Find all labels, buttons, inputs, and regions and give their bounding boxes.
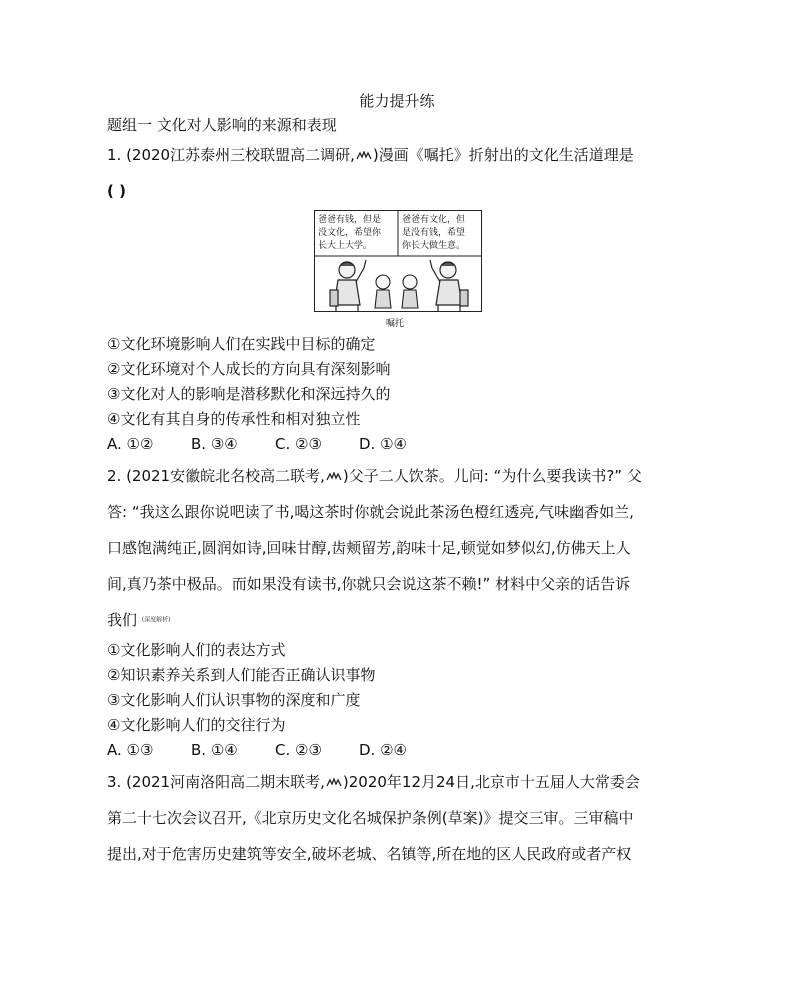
q1-item-2: ②文化环境对个人成长的方向具有深刻影响 (107, 360, 391, 378)
q2-analysis-tag: (深度解析) (141, 616, 171, 624)
q1-option-d[interactable]: D. ①④ (359, 435, 407, 453)
q2-line-5-text: 我们 (107, 611, 138, 629)
q1-options (107, 434, 407, 454)
star-difficulty-icon (356, 151, 372, 161)
star-difficulty-icon (326, 778, 342, 788)
q2-option-c[interactable]: C. ②③ (275, 741, 322, 759)
cartoon-caption: 嘱托 (386, 319, 405, 329)
q3-stem-source: 3. (2021河南洛阳高二期末联考, (107, 773, 325, 791)
q1-item-1: ①文化环境影响人们在实践中目标的确定 (107, 335, 376, 353)
right-bubble-line-3: 你长大做生意。 (402, 241, 466, 251)
q1-option-b[interactable]: B. ③④ (191, 435, 238, 453)
q2-stem-text: )父子二人饮茶。儿问: “为什么要我读书?” 父 (342, 467, 642, 485)
q1-stem (107, 145, 634, 165)
right-bubble-line-1: 爸爸有文化，但 (402, 215, 466, 225)
q2-option-a[interactable]: A. ①③ (107, 741, 154, 759)
page-title: 能力提升练 (359, 92, 435, 110)
q2-line-3: 口感饱满纯正,圆润如诗,回味甘醇,齿颊留芳,韵味十足,顿觉如梦似幻,仿佛天上人 (107, 539, 631, 557)
q1-item-3: ③文化对人的影响是潜移默化和深远持久的 (107, 385, 391, 403)
q2-options (107, 740, 407, 760)
q2-line-2: 答: “我这么跟你说吧读了书,喝这茶时你就会说此茶汤色橙红透亮,气味幽香如兰, (107, 503, 634, 521)
q2-item-1: ①文化影响人们的表达方式 (107, 641, 286, 659)
q2-item-2: ②知识素养关系到人们能否正确认识事物 (107, 666, 376, 684)
q2-option-d[interactable]: D. ②④ (359, 741, 407, 759)
group-heading: 题组一 文化对人影响的来源和表现 (107, 116, 337, 134)
q1-stem-text: )漫画《嘱托》折射出的文化生活道理是 (372, 146, 634, 164)
q2-item-3: ③文化影响人们认识事物的深度和广度 (107, 691, 361, 709)
q2-stem-source: 2. (2021安徽皖北名校高二联考, (107, 467, 325, 485)
q1-answer-blank: ( ) (107, 182, 126, 200)
q2-item-4: ④文化影响人们的交往行为 (107, 716, 286, 734)
q3-line-2: 第二十七次会议召开,《北京历史文化名城保护条例(草案)》提交三审。三审稿中 (107, 809, 634, 827)
cartoon-illustration (314, 210, 482, 312)
q2-line-5 (107, 610, 171, 631)
right-bubble-line-2: 是没有钱，希望 (402, 228, 466, 238)
q1-stem-source: 1. (2020江苏泰州三校联盟高二调研, (107, 146, 355, 164)
q3-stem-text: )2020年12月24日,北京市十五届人大常委会 (342, 773, 640, 791)
left-bubble-line-1: 爸爸有钱，但是 (318, 215, 382, 225)
star-difficulty-icon (326, 472, 342, 482)
q1-option-a[interactable]: A. ①② (107, 435, 154, 453)
q3-line-3: 提出,对于危害历史建筑等安全,破坏老城、名镇等,所在地的区人民政府或者产权 (107, 845, 632, 863)
q2-line-4: 间,真乃茶中极品。而如果没有读书,你就只会说这茶不赖!” 材料中父亲的话告诉 (107, 575, 631, 593)
q1-option-c[interactable]: C. ②③ (275, 435, 322, 453)
q1-item-4: ④文化有其自身的传承性和相对独立性 (107, 410, 361, 428)
q2-option-b[interactable]: B. ①④ (191, 741, 238, 759)
q2-analysis-tag-text: 深度解析 (144, 616, 169, 624)
left-bubble-line-2: 没文化，希望你 (318, 228, 382, 238)
q3-line-1 (107, 772, 640, 792)
q2-line-1 (107, 466, 642, 486)
left-bubble-line-3: 长大上大学。 (318, 241, 373, 251)
